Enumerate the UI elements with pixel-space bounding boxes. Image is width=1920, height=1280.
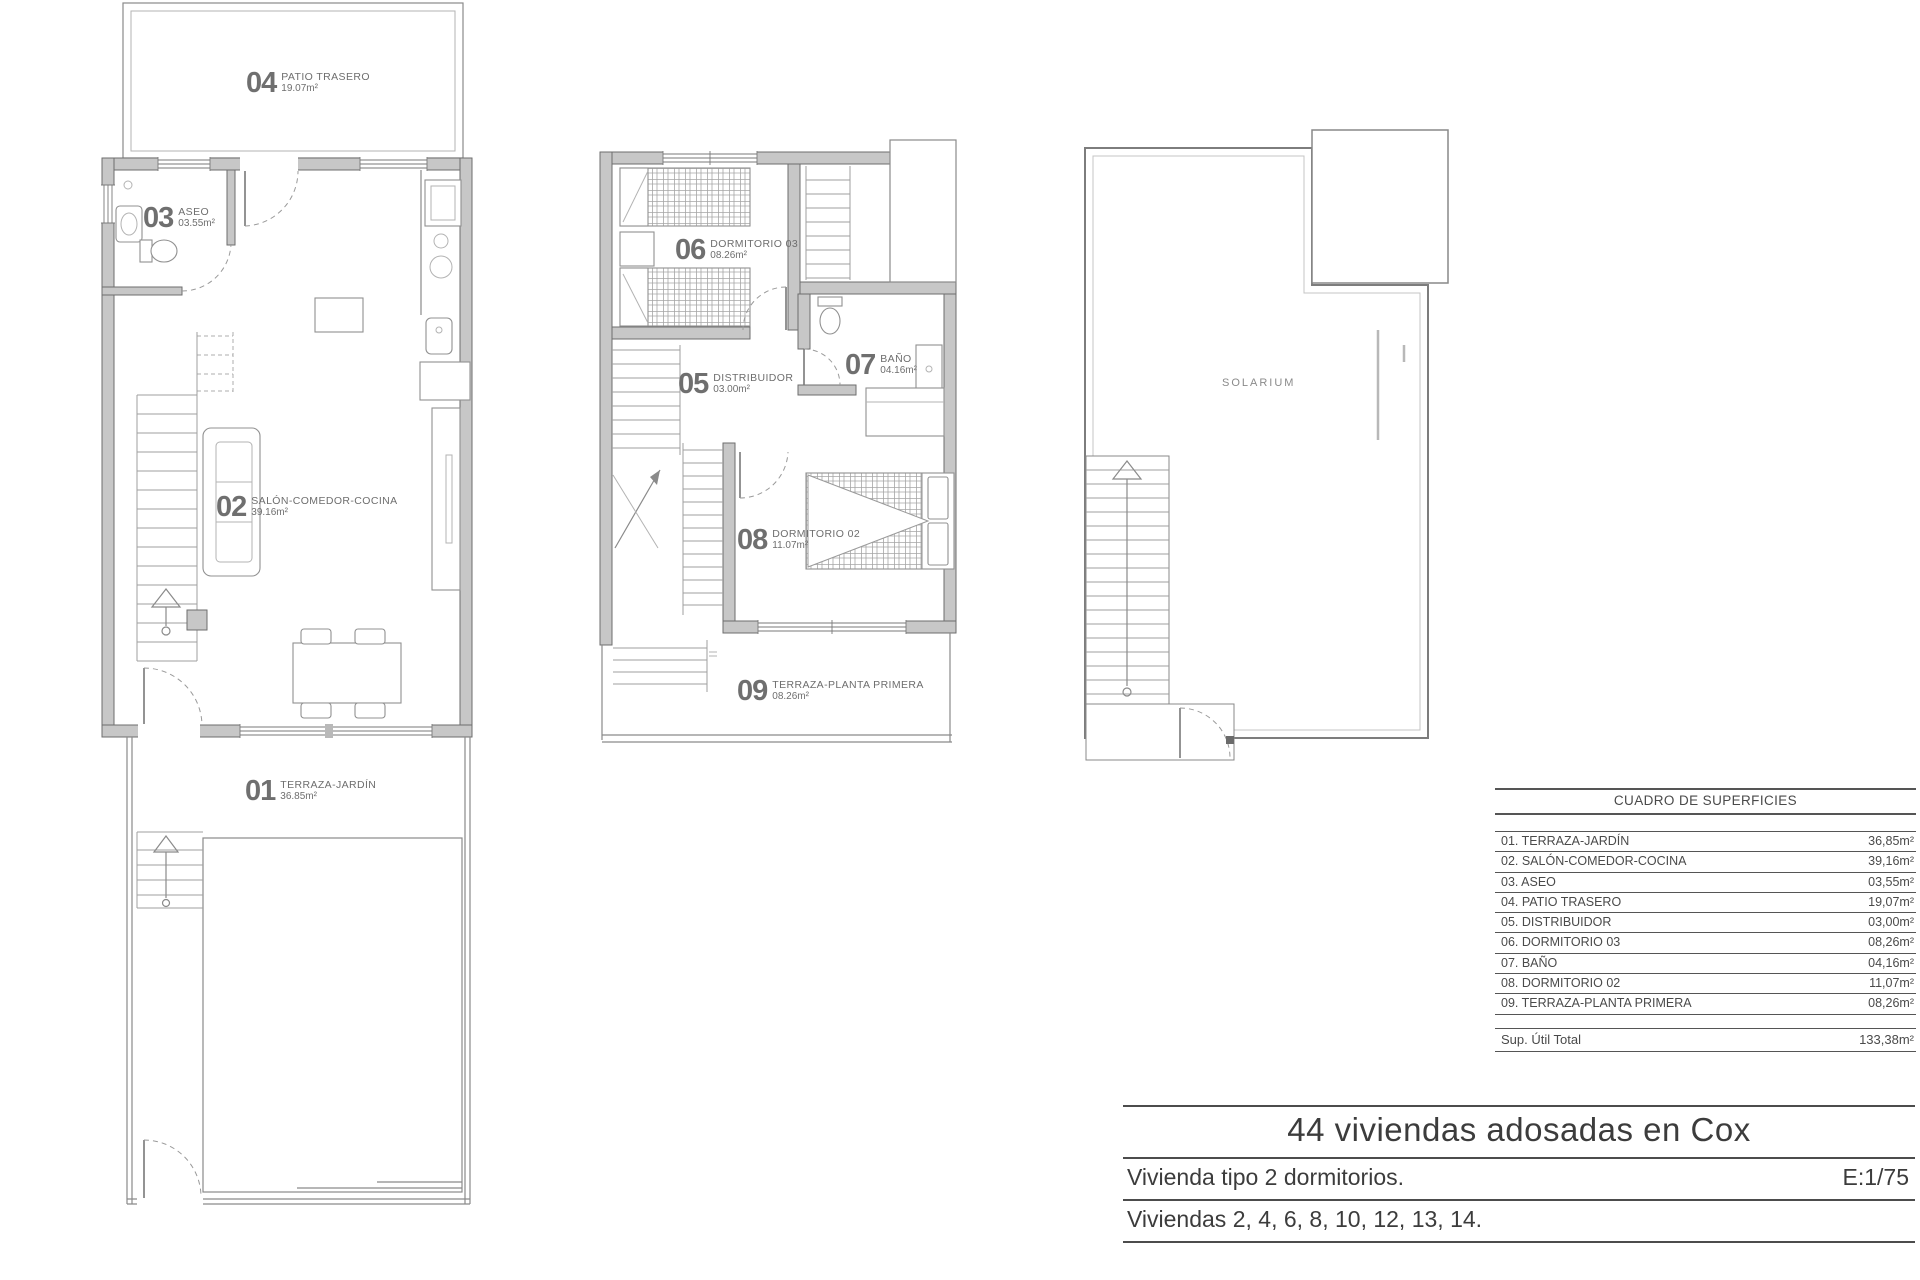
stove-icon [430,234,452,278]
dining-table [293,629,401,718]
table-row: 04. PATIO TRASERO 19,07m² [1495,893,1916,913]
room-label-bano: 07 BAÑO 04.16m² [845,349,917,381]
void-patio [890,140,956,282]
window [101,185,115,223]
window [158,157,210,171]
dwelling-type: Vivienda tipo 2 dormitorios. [1127,1164,1404,1190]
solarium-plan [1085,130,1448,760]
table-row: 01. TERRAZA-JARDÍN 36,85m² [1495,832,1916,852]
table-row: 09. TERRAZA-PLANTA PRIMERA 08,26m² [1495,994,1916,1014]
title-block [1123,1105,1915,1243]
toilet [140,240,177,262]
table-row: 05. DISTRIBUIDOR 03,00m² [1495,913,1916,933]
drawing-scale: E:1/75 [1842,1164,1909,1190]
adjacent-roof-volume [1312,130,1448,283]
terrace-door [138,668,202,738]
surface-table-rows [1495,831,1916,1015]
units-row: Viviendas 2, 4, 6, 8, 10, 12, 13, 14. [1123,1201,1915,1243]
table-row: 07. BAÑO 04,16m² [1495,954,1916,974]
ground-floor-plan [101,3,472,1206]
bathroom-door [804,349,840,385]
vanity [866,388,944,436]
table-row: 02. SALÓN-COMEDOR-COCINA 39,16m² [1495,852,1916,872]
shower-column [916,345,942,393]
room-label-salon-comedor-cocina: 02 SALÓN-COMEDOR-COCINA 39.16m² [216,491,398,523]
window [758,620,906,634]
room-label-patio-trasero: 04 PATIO TRASERO 19.07m² [246,67,370,99]
nightstand [620,232,654,266]
surface-table-total: Sup. Útil Total 133,38m² [1495,1028,1916,1052]
stair-landing [1086,704,1234,760]
twin-bed [620,268,750,326]
bedroom-door [740,452,788,498]
dwelling-type-row [1123,1159,1915,1201]
kitchen-sink [426,318,452,354]
room-label-distribuidor: 05 DISTRIBUIDOR 03.00m² [678,368,794,400]
table-row: 08. DORMITORIO 02 11,07m² [1495,974,1916,994]
garden-stairs [137,832,203,908]
garden-terrace [127,737,470,1206]
coffee-table [315,298,363,332]
room-label-aseo: 03 ASEO 03.55m² [143,202,215,234]
sink [116,206,142,242]
first-floor-plan [600,140,956,742]
ceiling-light-icon [124,181,132,189]
table-row: 03. ASEO 03,55m² [1495,873,1916,893]
surface-table-title: CUADRO DE SUPERFICIES [1495,788,1916,815]
room-label-terraza-planta-primera: 09 TERRAZA-PLANTA PRIMERA 08.26m² [737,675,924,707]
window [360,157,427,171]
garden-gate [137,1140,203,1206]
room-label-dormitorio-02: 08 DORMITORIO 02 11.07m² [737,524,861,556]
toilet [818,297,842,334]
room-label-dormitorio-03: 06 DORMITORIO 03 08.26m² [675,234,799,266]
window [663,151,757,165]
entrance-door [240,157,298,226]
double-bed [806,473,954,569]
project-title: 44 viviendas adosadas en Cox [1123,1105,1915,1159]
window [240,724,432,738]
table-row: 06. DORMITORIO 03 08,26m² [1495,933,1916,953]
solarium-label: SOLARIUM [1222,377,1296,389]
twin-bed [620,168,750,226]
room-label-terraza-jardin: 01 TERRAZA-JARDÍN 36.85m² [245,775,377,807]
surface-table [1495,788,1916,1052]
stairwell [1086,456,1169,704]
